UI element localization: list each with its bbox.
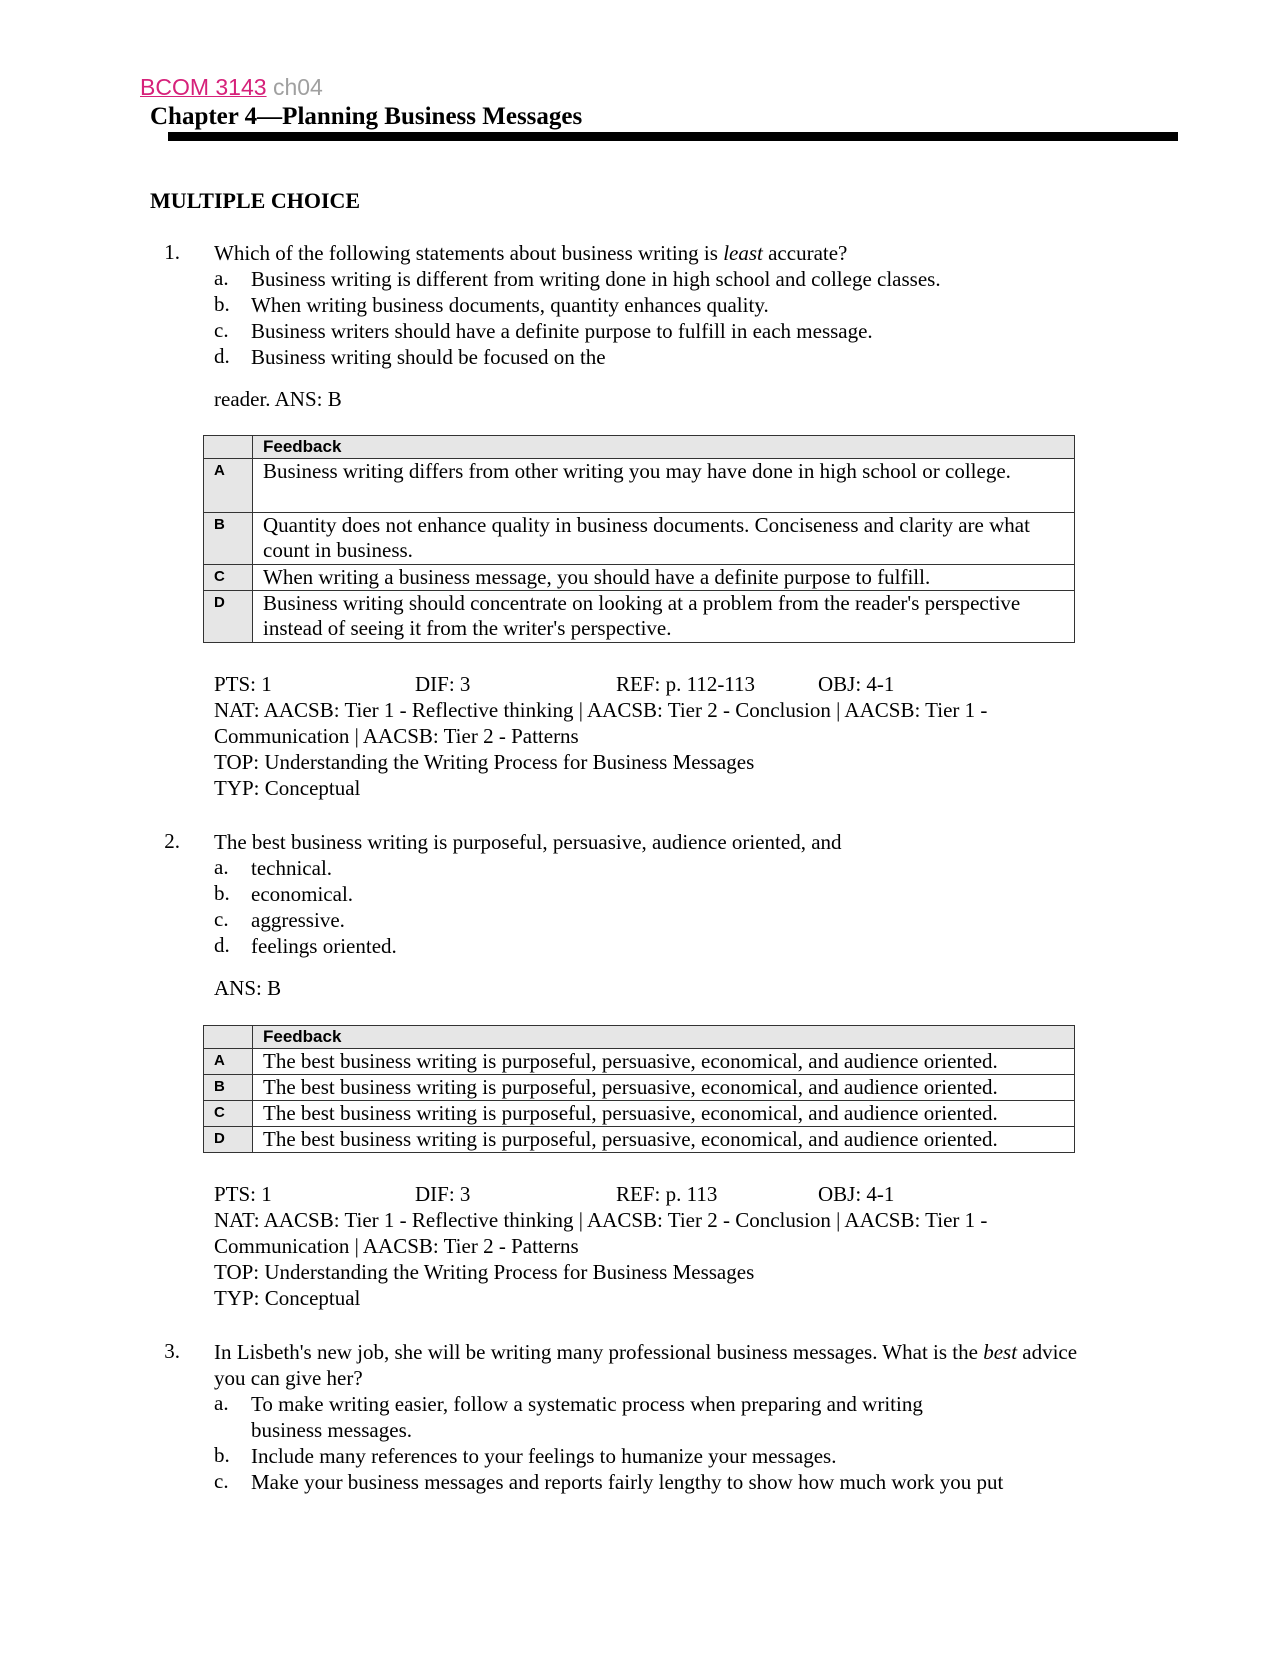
stem-text: In Lisbeth's new job, she will be writing many professional business messages. What is the [214,1340,984,1364]
feedback-table [203,435,1075,643]
feedback-header-row [204,436,1075,459]
course-code-link[interactable]: BCOM 3143 [140,74,267,100]
question-number: 3. [164,1339,180,1363]
answer-line: ANS: B [214,976,282,1000]
feedback-header: Feedback [253,1026,1075,1049]
nat-standards-cont: Communication | AACSB: Tier 2 - Patterns [214,724,579,748]
option-letter: b. [214,881,230,905]
question-number: 2. [164,829,180,853]
feedback-letter: C [204,1101,253,1127]
option-text-cont: business messages. [251,1418,412,1442]
objective: OBJ: 4-1 [818,1182,895,1206]
feedback-row [204,1101,1075,1127]
feedback-letter: B [204,513,253,565]
option-letter: c. [214,907,229,931]
answer-line: reader. ANS: B [214,387,342,411]
feedback-row [204,565,1075,591]
feedback-text: When writing a business message, you should have a definite purpose to fulfill. [253,565,1075,591]
option-letter: d. [214,344,230,368]
option-text: Make your business messages and reports fairly lengthy to show how much work you put [251,1470,1004,1494]
question-stem [214,240,847,266]
nat-standards-cont: Communication | AACSB: Tier 2 - Patterns [214,1234,579,1258]
stem-emphasis: best [983,1340,1018,1364]
option-letter: d. [214,933,230,957]
feedback-corner-cell [204,1026,253,1049]
feedback-letter: D [204,591,253,643]
chapter-code: ch04 [272,74,323,100]
feedback-letter: B [204,1075,253,1101]
question-stem-cont: you can give her? [214,1366,363,1390]
nat-standards: NAT: AACSB: Tier 1 - Reflective thinking | AACSB: Tier 2 - Conclusion | AACSB: Tier 1 - [214,1208,988,1232]
feedback-header-row [204,1026,1075,1049]
option-text: When writing business documents, quantity enhances quality. [251,293,769,317]
points: PTS: 1 [214,672,272,696]
option-text: Business writers should have a definite purpose to fulfill in each message. [251,319,873,343]
question-stem [214,1339,1077,1365]
nat-standards: NAT: AACSB: Tier 1 - Reflective thinking | AACSB: Tier 2 - Conclusion | AACSB: Tier 1 - [214,698,988,722]
feedback-row [204,1127,1075,1153]
feedback-table [203,1025,1075,1153]
option-text: To make writing easier, follow a systematic process when preparing and writing [251,1392,923,1416]
option-letter: b. [214,1443,230,1467]
feedback-text: Business writing differs from other writing you may have done in high school or college. [253,459,1075,513]
feedback-row [204,1075,1075,1101]
feedback-letter: C [204,565,253,591]
option-letter: c. [214,318,229,342]
stem-text: accurate? [762,241,848,265]
question-type: TYP: Conceptual [214,776,361,800]
stem-text: Which of the following statements about business writing is [214,241,724,265]
feedback-letter: D [204,1127,253,1153]
question-number: 1. [164,240,180,264]
difficulty: DIF: 3 [415,672,471,696]
feedback-text: Business writing should concentrate on looking at a problem from the reader's perspective instead of seeing it from the writer's perspective. [253,591,1075,643]
chapter-title: Chapter 4—Planning Business Messages [150,103,583,130]
course-header [140,74,323,101]
feedback-corner-cell [204,436,253,459]
option-letter: b. [214,292,230,316]
question-stem: The best business writing is purposeful, persuasive, audience oriented, and [214,830,842,854]
topic: TOP: Understanding the Writing Process for Business Messages [214,1260,755,1284]
option-text: aggressive. [251,908,345,932]
objective: OBJ: 4-1 [818,672,895,696]
feedback-row [204,591,1075,643]
points: PTS: 1 [214,1182,272,1206]
feedback-row [204,513,1075,565]
feedback-header: Feedback [253,436,1075,459]
title-rule [168,132,1178,141]
feedback-row [204,459,1075,513]
option-letter: c. [214,1469,229,1493]
feedback-text: The best business writing is purposeful, persuasive, economical, and audience oriented. [253,1101,1075,1127]
option-text: economical. [251,882,354,906]
feedback-text: The best business writing is purposeful, persuasive, economical, and audience oriented. [253,1075,1075,1101]
topic: TOP: Understanding the Writing Process for Business Messages [214,750,755,774]
feedback-row [204,1049,1075,1075]
option-text: Business writing should be focused on the [251,345,606,369]
difficulty: DIF: 3 [415,1182,471,1206]
option-text: feelings oriented. [251,934,397,958]
feedback-text: Quantity does not enhance quality in business documents. Conciseness and clarity are what count in business. [253,513,1075,565]
section-heading: MULTIPLE CHOICE [150,188,361,213]
option-text: Include many references to your feelings to humanize your messages. [251,1444,837,1468]
option-letter: a. [214,266,229,290]
option-letter: a. [214,1391,229,1415]
feedback-text: The best business writing is purposeful, persuasive, economical, and audience oriented. [253,1127,1075,1153]
option-text: technical. [251,856,333,880]
reference: REF: p. 113 [616,1182,718,1206]
option-letter: a. [214,855,229,879]
option-text: Business writing is different from writing done in high school and college classes. [251,267,941,291]
stem-text: advice [1017,1340,1078,1364]
feedback-text: The best business writing is purposeful, persuasive, economical, and audience oriented. [253,1049,1075,1075]
reference: REF: p. 112-113 [616,672,756,696]
feedback-letter: A [204,459,253,513]
question-type: TYP: Conceptual [214,1286,361,1310]
feedback-letter: A [204,1049,253,1075]
stem-emphasis: least [723,241,763,265]
